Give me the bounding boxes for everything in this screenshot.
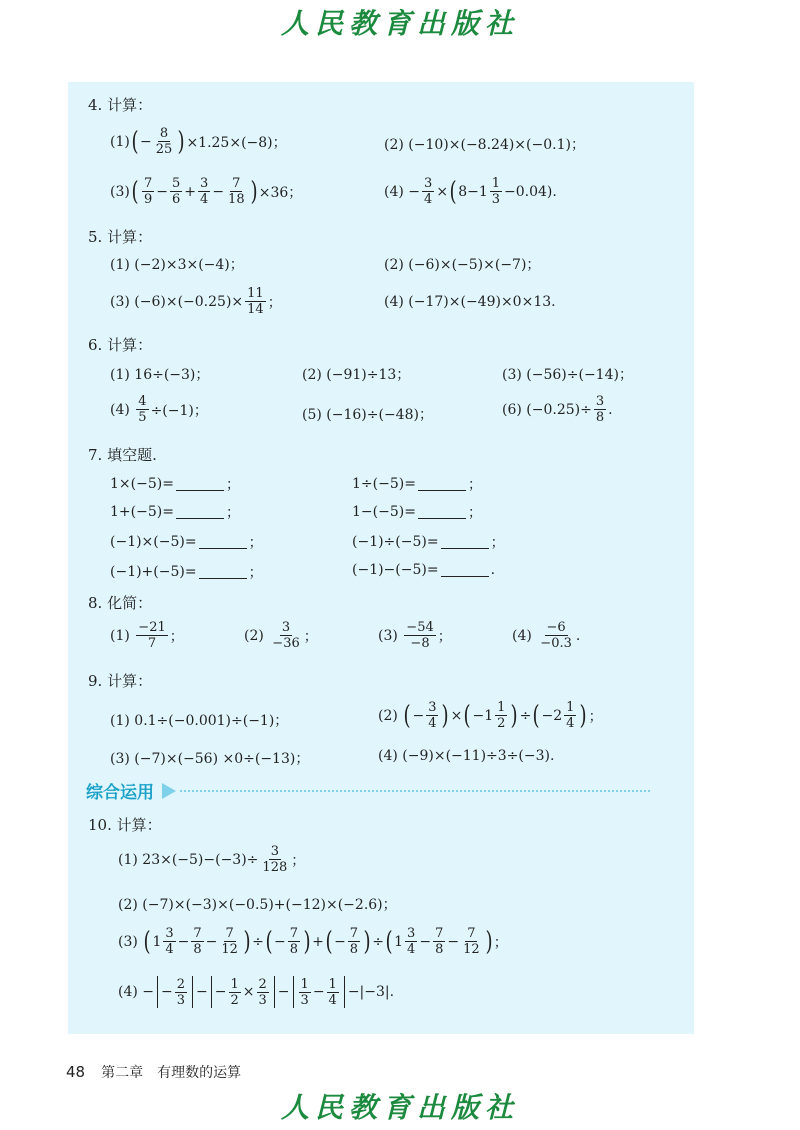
q7-item: 1−(−5)= ； [352,504,482,521]
q8-item: (1) $\frac{-21}{7}$ ； [110,620,184,651]
answer-blank[interactable] [176,506,224,519]
q5-label: 5. 计算： [88,228,153,246]
q4-p2: (2) (−10)×(−8.24)×(−0.1)； [384,137,585,153]
chapter-title: 第二章 有理数的运算 [101,1065,242,1081]
answer-blank[interactable] [418,506,466,519]
exercise-panel [68,82,694,1034]
answer-blank[interactable] [199,536,247,549]
q9-p1: (1) 0.1÷(−0.001)÷(−1)； [110,713,289,729]
q7-item: (−1)+(−5)= ； [110,564,263,581]
q4-p3: (3) ( $\frac{7}{9}$ − $\frac{5}{6}$ + $\frac{3}{4}$ − $\frac{7}{18}$ ) ×36； [110,176,303,207]
q5-p4: (4) (−17)×(−49)×0×13. [384,294,556,310]
answer-blank[interactable] [418,478,466,491]
q5-p1: (1) (−2)×3×(−4)； [110,257,244,273]
q8-item: (3) $\frac{-54}{-8}$ ； [378,620,452,651]
q10-p1: (1) 23×(−5)−(−3)÷ $\frac{3}{128}$ ； [118,844,306,875]
q6-p4: (4) $\frac{4}{5}$ ÷(−1)； [110,394,208,425]
q10-p4: (4) − − $\frac{2}{3}$ − − $\frac{1}{2}$ × $\frac{2}{3}$ − $\frac{1}{3}$ − $\frac{1}{4}$ −|−3|. [118,976,395,1008]
q9-p2: (2) ( − $\frac{3}{4}$ ) × ( − 1 $\frac{1}{2}$ ) ÷ ( − 2 $\frac{1}{4}$ ) ； [378,700,603,731]
q6-p2: (2) (−91)÷13； [302,367,411,383]
publisher-logo-top: 人民教育出版社 [280,7,519,40]
q9-p3: (3) (−7)×(−56) ×0÷(−13)； [110,751,310,767]
answer-blank[interactable] [441,536,489,549]
q7-item: (−1)×(−5)= ； [110,534,263,551]
triangle-arrow-icon [162,783,176,799]
dotted-divider [180,790,650,792]
q7-item: (−1)÷(−5)= ； [352,534,505,551]
q6-p6: (6) (−0.25)÷ $\frac{3}{8}$ . [502,394,613,425]
q4-p1: (1) ( − $\frac{8}{25}$ ) ×1.25×(−8)； [110,126,287,157]
section-title: 综合运用 [86,783,154,803]
q7-item: 1×(−5)= ； [110,476,240,493]
q8-label: 8. 化简： [88,594,153,612]
q8-item: (4) $\frac{-6}{-0.3}$ . [512,620,581,651]
q4-p4: (4) − $\frac{3}{4}$ × ( 8−1 $\frac{1}{3}$ −0.04). [384,176,557,207]
q4-label: 4. 计算： [88,96,153,114]
q8-item: (2) $\frac{3}{-36}$ ； [244,620,318,651]
section-header [86,778,650,803]
page-footer [66,1062,241,1082]
q6-p3: (3) (−56)÷(−14)； [502,367,633,383]
q10-p3: (3) ( 1 $\frac{3}{4}$ − $\frac{7}{8}$ − $\frac{7}{12}$ ) ÷ ( − $\frac{7}{8}$ ) + ( − $\frac{7}{8}$ ) ÷ ( 1 $\frac{3}{4}$ − $\frac{7}{8}$ − $\frac{7}{12}$ ) ； [118,926,508,957]
answer-blank[interactable] [176,478,224,491]
q6-p1: (1) 16÷(−3)； [110,367,210,383]
answer-blank[interactable] [441,564,489,577]
q5-p3: (3) (−6)×(−0.25)× $\frac{11}{14}$ ； [110,286,282,317]
page-number: 48 [66,1063,86,1081]
q7-label: 7. 填空题. [88,446,157,464]
q6-label: 6. 计算： [88,336,153,354]
q10-label: 10. 计算： [88,816,162,834]
q7-item: (−1)−(−5)= . [352,562,496,578]
answer-blank[interactable] [199,566,247,579]
q5-p2: (2) (−6)×(−5)×(−7)； [384,257,541,273]
q9-p4: (4) (−9)×(−11)÷3÷(−3). [378,748,555,764]
q7-item: 1+(−5)= ； [110,504,240,521]
q10-p2: (2) (−7)×(−3)×(−0.5)+(−12)×(−2.6)； [118,897,397,913]
publisher-logo-bottom: 人民教育出版社 [280,1091,519,1124]
q7-item: 1÷(−5)= ； [352,476,482,493]
q6-p5: (5) (−16)÷(−48)； [302,407,433,423]
q9-label: 9. 计算： [88,672,153,690]
